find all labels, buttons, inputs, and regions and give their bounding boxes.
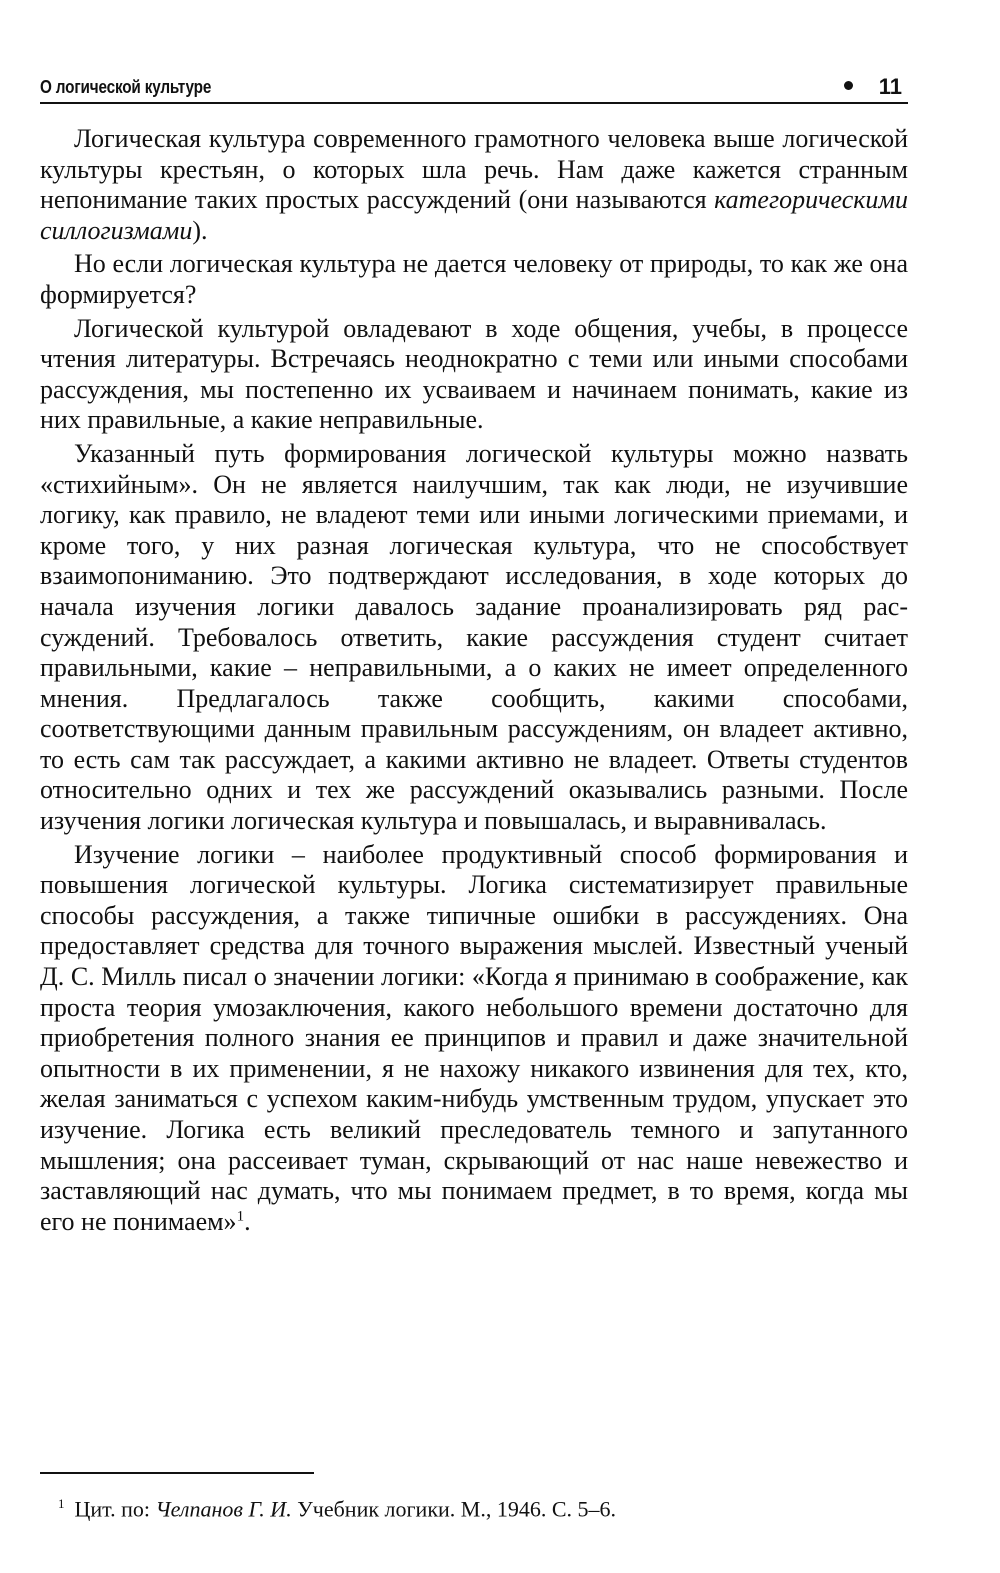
bullet-icon	[844, 81, 853, 90]
page-header	[40, 72, 908, 104]
footnote-author: Челпанов Г. И.	[155, 1496, 292, 1522]
paragraph-4: Указанный путь формирования логической культуры можно назвать «стихийным». Он не является наилучшим, так как люди, не изучившие логику, как правило, не владеют теми или иными логическими приемами, и кроме того, у них разная логическая культура, что не способствует взаимопониманию. Это подтверждают исследования, в ходе которых до начала изучения логики давалось задание проанализировать ряд рассуждений. Требовалось ответить, какие рассуждения студент считает правильными, какие – неправильными, а о каких не имеет определенного мнения. Предлагалось также сообщить, какими способами, соответствующими данным правильным рассуждениям, он владеет активно, то есть сам так рассуждает, а какими активно не владеет. Ответы студентов относительно одних и тех же рассуждений оказывались разными. После изучения логики логическая культура и повышалась, и выравнивалась.	[40, 438, 908, 836]
page-number-group	[844, 74, 902, 100]
italic-term: категорическими силлогизмами	[40, 185, 908, 245]
footnote-text: Учебник логики. М., 1946. С. 5–6.	[291, 1496, 617, 1522]
paragraph-5-text: Изучение логики – наиболее продуктивный способ формирования и повышения логической культуры. Логика систематизирует правильные способы рассуждения, а также типичные ошибки в рассуждениях. Она предоставляет средства для точного выражения мыслей. Известный ученый Д. С. Милль писал о значении логики: «Когда я принимаю в соображение, как проста теория умозаключения, какого небольшого времени достаточно для приобретения полного знания ее принципов и правил и даже значительной опытности в их применении, я не нахожу никакого извинения для тех, кто, желая заниматься с успехом каким-нибудь умственным трудом, упускает это изучение. Логика есть великий преследователь темного и запутанного мышления; она рассеивает туман, скрывающий от нас наше невежество и заставляющий нас думать, что мы понимаем предмет, в то время, когда мы его не понимаем»	[40, 839, 908, 1236]
paragraph-1-text: Логическая культура современного грамотного человека выше логической культуры крестьян, о которых шла речь. Нам даже кажется странным непонимание таких простых рассуждений (они называются	[40, 124, 908, 215]
body-text	[40, 124, 908, 1237]
paragraph-1	[40, 124, 908, 246]
footnote-reference[interactable]: 1	[236, 1208, 245, 1225]
footnote	[58, 1490, 908, 1523]
footnote-prefix: Цит. по:	[74, 1496, 156, 1522]
paragraph-5	[40, 840, 908, 1238]
footnote-divider	[40, 1472, 314, 1474]
paragraph-5-end: .	[244, 1206, 251, 1236]
paragraph-2: Но если логическая культура не дается человеку от природы, то как же она формируется?	[40, 249, 908, 309]
footnote-number: 1	[58, 1496, 65, 1511]
running-title: О логической культуре	[40, 77, 212, 97]
paragraph-1-end: ).	[192, 215, 208, 245]
page-number: 11	[878, 74, 902, 99]
paragraph-3: Логической культурой овладевают в ходе общения, учебы, в процессе чтения литературы. Встречаясь неоднократно с теми или иными способами рассуждения, мы постепенно их усваиваем и начинаем понимать, какие из них правильные, а какие неправильные.	[40, 313, 908, 435]
